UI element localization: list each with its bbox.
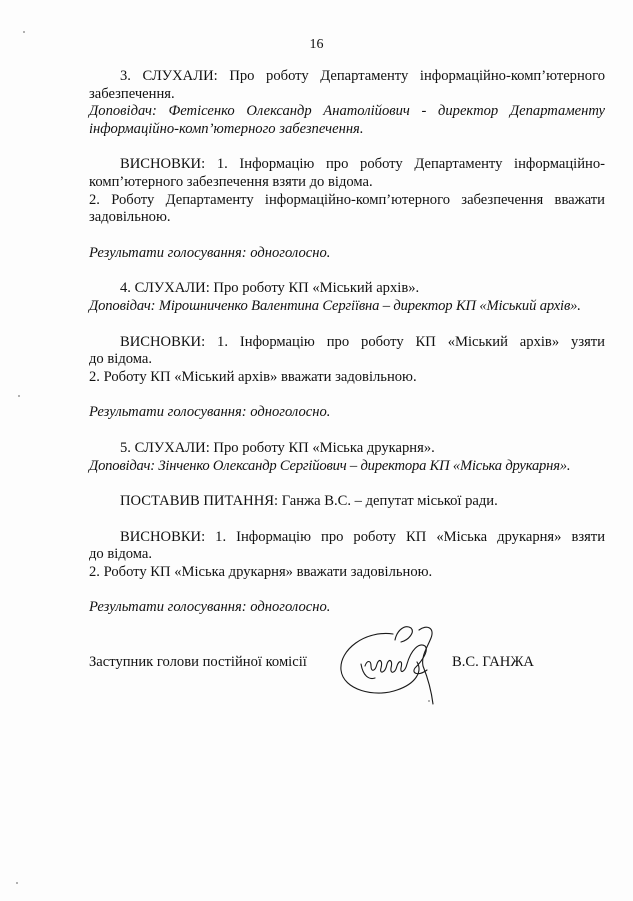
signature-block [89,650,609,720]
item5-conclusions-line3: 2. Роботу КП «Міська друкарня» вважати задовільною. [89,563,433,580]
item3-speaker-line1: Доповідач: Фетісенко Олександр Анатолійович - директор Департаменту [89,103,605,120]
item4-heard: 4. СЛУХАЛИ: Про роботу КП «Міський архів». [120,280,420,297]
item4-speaker: Доповідач: Мірошниченко Валентина Сергіївна – директор КП «Міський архів». [89,297,581,314]
item3-conclusions-line2: комп’ютерного забезпечення взяти до відома. [89,173,373,190]
item5-conclusions-line2: до відома. [89,546,153,563]
item4-conclusions-line1: ВИСНОВКИ: 1. Інформацію про роботу КП «Міський архів» узяти [120,333,605,350]
scan-speck [23,31,25,33]
item5-question: ПОСТАВИВ ПИТАННЯ: Ганжа В.С. – депутат міської ради. [120,493,498,510]
item5-heard: 5. СЛУХАЛИ: Про роботу КП «Міська друкарня». [120,439,435,456]
item3-heard-line2: забезпечення. [89,85,175,102]
scan-speck [428,700,430,702]
item3-conclusions-line3: 2. Роботу Департаменту інформаційно-комп’ютерного забезпечення вважати [89,191,605,208]
agenda-item-4 [89,280,605,422]
scan-speck [16,882,18,884]
agenda-item-3 [89,68,605,262]
item3-vote-result: Результати голосування: одноголосно. [89,244,331,261]
item3-conclusions-line1: ВИСНОВКИ: 1. Інформацію про роботу Департаменту інформаційно- [120,156,605,173]
signatory-title: Заступник голови постійної комісії [89,654,307,670]
item5-vote-result: Результати голосування: одноголосно. [89,599,331,616]
handwritten-signature-icon [335,620,460,715]
minutes-body [89,68,605,617]
item4-vote-result: Результати голосування: одноголосно. [89,404,331,421]
item3-heard-line1: 3. СЛУХАЛИ: Про роботу Департаменту інформаційно-комп’ютерного [120,68,605,84]
item3-conclusions-line4: задовільною. [89,209,171,226]
item4-conclusions-line3: 2. Роботу КП «Міський архів» вважати задовільною. [89,368,417,385]
scan-speck [18,395,20,397]
item3-speaker-line2: інформаційно-комп’ютерного забезпечення. [89,120,364,137]
agenda-item-5 [89,440,605,617]
signatory-name: В.С. ГАНЖА [452,654,534,670]
item5-conclusions-line1: ВИСНОВКИ: 1. Інформацію про роботу КП «Міська друкарня» взяти [120,528,605,545]
item4-conclusions-line2: до відома. [89,351,153,368]
item5-speaker: Доповідач: Зінченко Олександр Сергійович – директора КП «Міська друкарня». [89,457,571,474]
page-number: 16 [309,37,324,52]
